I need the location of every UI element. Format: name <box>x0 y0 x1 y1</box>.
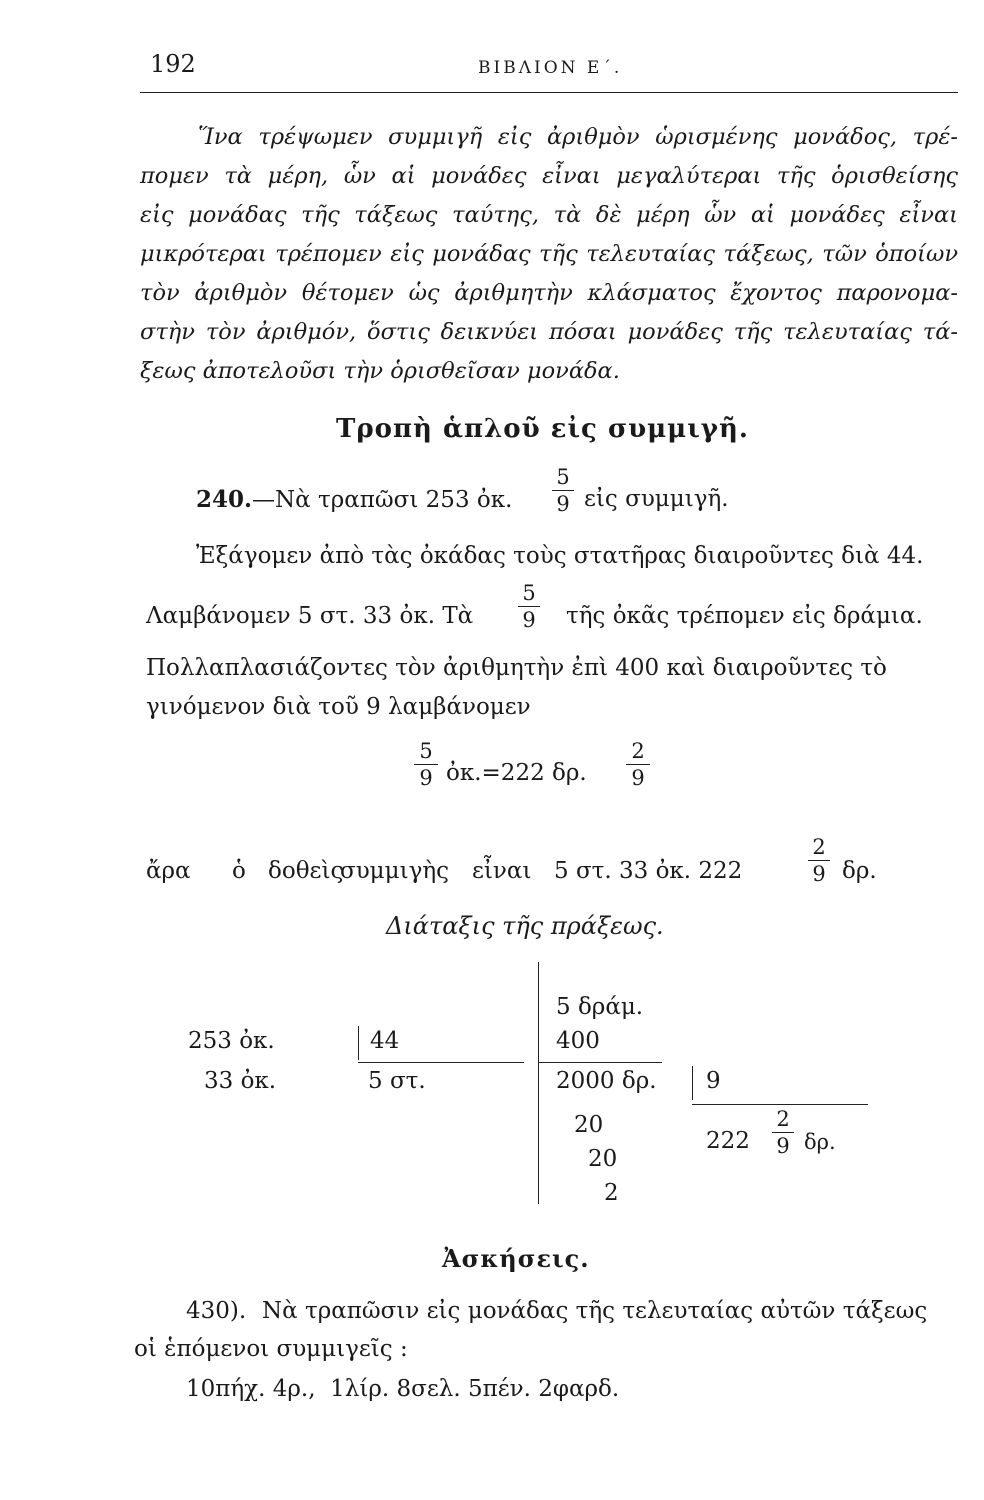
problem-statement <box>196 486 512 513</box>
header-rule <box>140 92 958 93</box>
fraction-bar <box>626 764 650 765</box>
fraction-denominator: 9 <box>556 492 570 516</box>
fraction-bar <box>772 1132 794 1133</box>
section-heading: Τροπὴ ἁπλοῦ εἰς συμμιγῆ. <box>336 414 749 444</box>
result-word: εἶναι <box>472 858 532 884</box>
result-word: ὁ <box>232 858 246 884</box>
step-line: Πολλαπλασιάζοντες τὸν ἀριθμητὴν ἐπὶ 400 καὶ διαιροῦντες τὸ <box>146 655 887 681</box>
fraction-numerator: 5 <box>556 465 570 489</box>
intro-line: Ἵνα τρέψωμεν συμμιγῆ εἰς ἀριθμὸν ὡρισμένης μονάδος, τρέ- <box>198 124 958 150</box>
problem-fraction <box>552 466 574 515</box>
product-rule <box>538 1062 662 1063</box>
drams-header: 5 δράμ. <box>556 994 644 1020</box>
result-word: δοθεὶς <box>268 858 344 884</box>
step-line: Ἐξάγομεν ἀπὸ τὰς ὀκάδας τοὺς στατῆρας διαιροῦντες διὰ 44. <box>196 543 924 569</box>
equation-middle: ὀκ.=222 δρ. <box>446 760 587 786</box>
fraction-denominator: 9 <box>631 766 645 790</box>
fraction-numerator: 2 <box>776 1107 790 1131</box>
quotient-staters: 5 στ. <box>368 1068 426 1094</box>
exercises-heading: Ἀσκήσεις. <box>442 1244 590 1273</box>
divisor-44: 44 <box>370 1028 400 1054</box>
step-fraction <box>518 582 540 631</box>
dividend-okades: 253 ὀκ. <box>188 1028 275 1054</box>
intro-line: μικρότεραι τρέπομεν εἰς μονάδας τῆς τελευταίας τάξεως, τῶν ὁποίων <box>140 241 958 267</box>
fraction-numerator: 2 <box>631 739 645 763</box>
exercise-number: 430). <box>186 1298 247 1324</box>
exercise-text: Νὰ τραπῶσιν εἰς μονάδας τῆς τελευταίας αὐτῶν τάξεως <box>262 1298 928 1324</box>
multiplier-400: 400 <box>556 1028 600 1054</box>
quotient-rule <box>358 1062 524 1063</box>
divisor-vertical-rule <box>692 1066 693 1100</box>
fraction-denominator: 9 <box>812 862 826 886</box>
column-separator <box>538 962 539 1204</box>
fraction-denominator: 9 <box>776 1134 790 1158</box>
step-line: γινόμενον διὰ τοῦ 9 λαμβάνομεν <box>146 694 531 720</box>
result-word: ἄρα <box>146 858 191 884</box>
intro-line: ξεως ἀποτελοῦσι τὴν ὁρισθεῖσαν μονάδα. <box>140 358 620 384</box>
result-value: 5 στ. 33 ὀκ. 222 <box>554 858 743 884</box>
result-unit: δρ. <box>842 858 877 884</box>
fraction-bar <box>414 764 438 765</box>
fraction-numerator: 2 <box>812 835 826 859</box>
exercise-data: 10πήχ. 4ρ., 1λίρ. 8σελ. 5πέν. 2φαρδ. <box>186 1376 620 1402</box>
quotient-fraction <box>772 1108 794 1157</box>
product-drams: 2000 δρ. <box>556 1068 657 1094</box>
equation-left-fraction <box>414 740 438 789</box>
page-number: 192 <box>150 50 196 78</box>
result-word: συμμιγὴς <box>340 858 450 884</box>
partial-remainder: 20 <box>574 1112 604 1138</box>
fraction-numerator: 5 <box>522 581 536 605</box>
final-remainder: 2 <box>604 1180 619 1206</box>
fraction-denominator: 9 <box>522 608 536 632</box>
quotient-unit: δρ. <box>804 1130 836 1154</box>
problem-text: —Νὰ τραπῶσι 253 ὀκ. <box>252 487 513 513</box>
partial-remainder: 20 <box>588 1146 618 1172</box>
fraction-denominator: 9 <box>419 766 433 790</box>
step-line: Λαμβάνομεν 5 στ. 33 ὀκ. Τὰ <box>146 603 474 629</box>
intro-line: στὴν τὸν ἀριθμόν, ὅστις δεικνύει πόσαι μονάδες τῆς τελευταίας τά- <box>140 319 958 345</box>
divisor-9: 9 <box>706 1068 721 1094</box>
quotient-rule <box>692 1104 868 1105</box>
fraction-numerator: 5 <box>419 739 433 763</box>
fraction-bar <box>518 606 540 607</box>
quotient-drams: 222 <box>706 1128 750 1154</box>
step-line: τῆς ὀκᾶς τρέπομεν εἰς δράμια. <box>566 603 923 629</box>
intro-paragraph <box>140 118 958 391</box>
running-title: ΒΙΒΛΙΟΝ Ε΄. <box>478 58 623 78</box>
intro-line: πομεν τὰ μέρη, ὧν αἱ μονάδες εἶναι μεγαλύτεραι τῆς ὁρισθείσης <box>140 163 958 189</box>
intro-line: εἰς μονάδας τῆς τάξεως ταύτης, τὰ δὲ μέρη ὧν αἱ μονάδες εἶναι <box>140 202 958 228</box>
problem-text-after: εἰς συμμιγῆ. <box>584 486 729 512</box>
fraction-bar <box>552 490 574 491</box>
divisor-vertical-rule <box>358 1026 359 1060</box>
problem-number: 240. <box>196 486 253 513</box>
exercise-text: οἱ ἑπόμενοι συμμιγεῖς : <box>134 1336 408 1362</box>
intro-line: τὸν ἀριθμὸν θέτομεν ὡς ἀριθμητὴν κλάσματος ἔχοντος παρονομα- <box>140 280 958 306</box>
result-fraction <box>808 836 830 885</box>
fraction-bar <box>808 860 830 861</box>
arrangement-heading: Διάταξις τῆς πράξεως. <box>386 912 664 940</box>
equation-right-fraction <box>626 740 650 789</box>
remainder-okades: 33 ὀκ. <box>204 1068 277 1094</box>
